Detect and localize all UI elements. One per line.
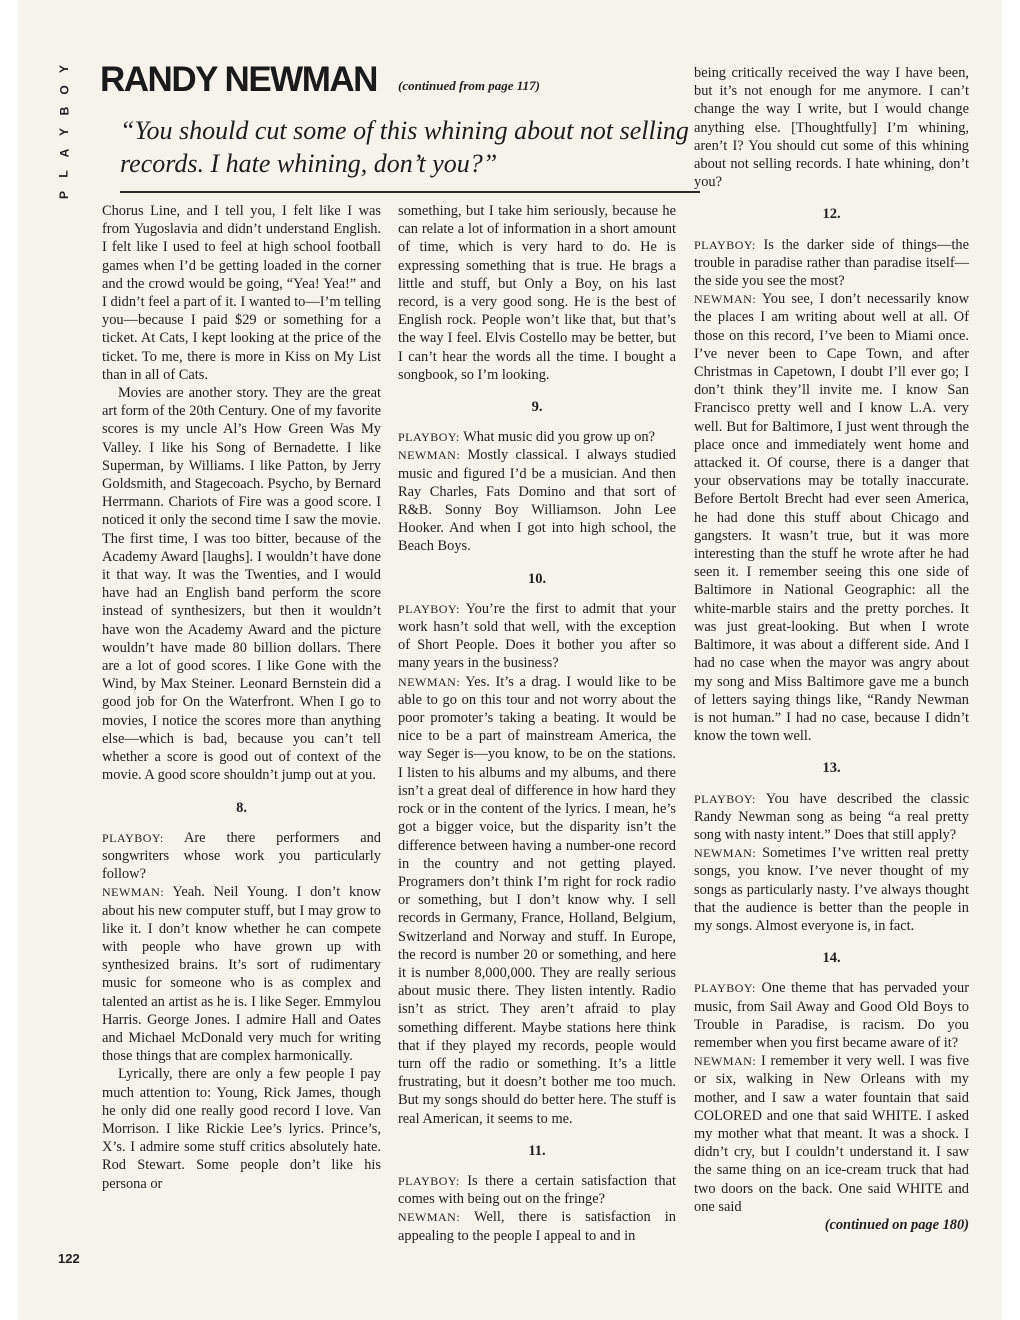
- question-text: One theme that has pervaded your music, from Sail Away and Good Old Boys to Trouble in Paradise, is racism. Do you remember when you first became aware of it?: [694, 980, 969, 1051]
- section-number: 11.: [528, 1142, 546, 1159]
- question: [694, 979, 969, 1052]
- answer-text: Well, there is satisfaction in appealing to the people I appeal to and in: [398, 1209, 676, 1244]
- speaker-label: PLAYBOY:: [398, 1173, 460, 1188]
- section-number: 9.: [531, 399, 543, 416]
- magazine-letter: Y: [57, 127, 72, 137]
- speaker-label: NEWMAN:: [102, 885, 165, 900]
- answer: [694, 844, 969, 935]
- speaker-label: NEWMAN:: [398, 674, 461, 689]
- question: [398, 600, 676, 673]
- magazine-letter: Y: [57, 64, 72, 74]
- continued-on-note: (continued on page 180): [824, 1216, 969, 1233]
- speaker-label: NEWMAN:: [398, 448, 461, 463]
- speaker-label: NEWMAN:: [398, 1210, 461, 1225]
- text-column-2: [398, 202, 676, 1245]
- magazine-page: [18, 0, 1002, 1320]
- question-text: You’re the first to admit that your work hasn’t sold that well, with the exception of Short People. Does it bother you after so many years in the business?: [398, 600, 676, 672]
- question-text: You have described the classic Randy Newman song as being “a real pretty song with nasty intent.” Does that still apply?: [694, 790, 969, 843]
- speaker-label: PLAYBOY:: [694, 791, 756, 806]
- pull-quote: “You should cut some of this whining about not selling records. I hate whining, don’t you?”: [120, 116, 689, 178]
- section-number: 12.: [822, 206, 841, 223]
- question-text: Are there performers and songwriters whose work you particularly follow?: [102, 829, 381, 883]
- answer: [694, 290, 969, 745]
- question: [694, 790, 969, 845]
- answer: [694, 1052, 969, 1216]
- answer-text: I remember it very well. I was five or six, walking in New Orleans with my mother, and I saw a water fountain that said COLORED and one that said WHITE. I asked my mother what that meant. It was a shock. I didn’t cry, but I couldn’t understand it. I saw the same thing on an ice-cream truck that had two doors on the back. One said WHITE and one said: [694, 1053, 969, 1215]
- question-text: Is the darker side of things—the trouble in paradise rather than paradise itself—the side you see the most?: [694, 236, 969, 290]
- answer: [102, 883, 381, 1065]
- answer: [398, 1208, 676, 1244]
- question-text: What music did you grow up on?: [463, 429, 655, 446]
- magazine-letter: O: [57, 85, 72, 95]
- paragraph: Movies are another story. They are the great art form of the 20th Century. One of my favorite scores is my uncle Al’s How Green Was My Valley. I like his Song of Bernadette. I like Superman, by Williams. I like Patton, by Jerry Goldsmith, and Stagecoach. Psycho, by Bernard Herrmann. Chariots of Fire was a good score. I noticed it only the second time I saw the movie. The first time, I was too bitter, because of the Academy Award [laughs]. I wouldn’t have done it that way. It was the Twenties, and I would have had an English band perform the score instead of synthesizers, but then it wouldn’t have won the Academy Award and the picture wouldn’t have made 80 billion dollars. There are a lot of good scores. I like Gone with the Wind, by Max Steiner. Leonard Bernstein did a good job for On the Waterfront. When I go to movies, I notice the scores more than anything else—which is bad, because you can’t tell whether a score is good out of context of the movie. A good score shouldn’t jump out at you.: [102, 385, 381, 784]
- article-title: RANDY NEWMAN: [100, 60, 377, 99]
- question-text: Is there a certain satisfaction that comes with being out on the fringe?: [398, 1172, 676, 1208]
- magazine-letter: A: [57, 148, 72, 158]
- text-column-3: [694, 64, 969, 1234]
- page-number: 122: [58, 1251, 80, 1266]
- question: [398, 428, 676, 446]
- question: [102, 829, 381, 884]
- question: [398, 1172, 676, 1208]
- speaker-label: PLAYBOY:: [694, 981, 756, 996]
- speaker-label: PLAYBOY:: [102, 830, 164, 845]
- magazine-letter: L: [56, 170, 71, 178]
- magazine-letter: P: [57, 190, 72, 200]
- answer-text: Yes. It’s a drag. I would like to be able to go on this tour and not worry about the poor promoter’s taking a beating. It would be nice to be a part of mainstream America, the way Seger is—you know, to be on the stations. I listen to his albums and my albums, and there isn’t a great deal of difference in how hard they rock or in the content of the lyrics. I mean, he’s got a bigger voice, but the disparity isn’t the difference between having a number-one record in the country and not getting played. Programers don’t think I’m right for rock radio or something, but I don’t know why. I sell records in Germany, France, Holland, Belgium, Switzerland and Norway and stuff. In Europe, the record is number 20 or something, and here it is number 8,000,000. They are really serious about music there. They listen intently. Radio isn’t as strict. They aren’t afraid to play something different. Maybe stations here think that if they played my records, people would turn off the radio or something. It’s a little frustrating, but it doesn’t bother me too much. But my songs should do better here. The stuff is real American, it seems to me.: [398, 673, 676, 1127]
- magazine-letter: B: [57, 106, 72, 116]
- speaker-label: NEWMAN:: [694, 1054, 757, 1069]
- paragraph: something, but I take him seriously, because he can relate a lot of information in a short amount of time, which is very hard to do. He is expressing something that is true. He brags a little and stuff, but Only a Boy, on his last record, is a very good song. He is the best of English rock. People won’t like that, but that’s the way I feel. Elvis Costello may be better, but I can’t hear the words all the time. I bought a songbook, so I’m looking.: [398, 203, 676, 383]
- section-number: 14.: [822, 950, 841, 967]
- continued-from-note: (continued from page 117): [398, 78, 540, 93]
- speaker-label: PLAYBOY:: [694, 237, 756, 252]
- answer-text: Mostly classical. I always studied music and figured I’d be a musician. And then Ray Charles, Fats Domino and that sort of R&B. Sonny Boy Williamson. John Lee Hooker. And when I got into high school, the Beach Boys.: [398, 447, 676, 555]
- answer-text: Yeah. Neil Young. I don’t know about his new computer stuff, but I may grow to like it. I don’t know whether he can compete with people who have grown up with synthesized brains. It’s sort of rudimentary music for someone who is as complex and talented an artist as he is. I like Seger. Emmylou Harris. George Jones. I admire Hall and Oates and Michael McDonald very much for writing those things that are complex harmonically.: [102, 884, 381, 1065]
- paragraph: being critically received the way I have been, but it’s not enough for me anymore. I can’t change the way I write, but I would change anything else. [Thoughtfully] I’m whining, aren’t I? You should cut some of this whining about not selling records. I hate whining, don’t you?: [694, 65, 969, 191]
- text-column-1: [102, 202, 381, 1193]
- section-number: 8.: [236, 799, 247, 816]
- speaker-label: PLAYBOY:: [398, 430, 460, 445]
- speaker-label: PLAYBOY:: [398, 601, 460, 616]
- answer: [398, 446, 676, 555]
- section-number: 10.: [527, 570, 547, 587]
- question: [694, 236, 969, 291]
- answer-text: You see, I don’t necessarily know the places I am writing about well at all. Of those on this record, I’ve been to Miami once. I’ve never been to Cape Town, and after Christmas in Capetown, I doubt I’ll ever go; I don’t think they’ll invite me. I know San Francisco pretty well and I know L.A. very well. But for Baltimore, I just went through the place once and immediately went home and attacked it. Of course, there is a danger that your observations may be totally inaccurate. Before Bertolt Brecht had ever seen America, he had done this stuff about Chicago and gangsters. It wasn’t true, but it was more interesting than the stuff he wrote after he had seen it. I remember seeing this one side of Baltimore in National Geographic: all the white-marble stairs and the pretty porches. It was just great-looking. But when I wrote Baltimore, it was about a different side. And I had no case when the mayor was angry about my song and Miss Baltimore gave me a bunch of letters saying things like, “Randy Newman is not human.” I had no case, because I didn’t know the town well.: [694, 291, 969, 745]
- paragraph: Chorus Line, and I tell you, I felt like I was from Yugoslavia and didn’t understand English. I felt like I used to feel at high school football games when I’d be getting loaded in the corner and the crowd would be going, “Yea! Yea!” and I didn’t feel a part of it. I wanted to—I’m telling you—because I paid $29 or something for a ticket. At Cats, I kept looking at the price of the ticket. To me, there is more in Kiss on My List than in all of Cats.: [102, 203, 381, 383]
- answer: [398, 673, 676, 1128]
- divider: [120, 191, 700, 193]
- answer-text: Sometimes I’ve written real pretty songs, you know. I’ve never thought of my songs as particularly nasty. I’ve always thought that the audience is better than the people in my songs. Almost everyone is, in fact.: [694, 845, 969, 934]
- speaker-label: NEWMAN:: [694, 846, 757, 861]
- speaker-label: NEWMAN:: [694, 292, 757, 307]
- paragraph: Lyrically, there are only a few people I pay much attention to: Young, Rick James, though he only did one really good record I love. Van Morrison. I like Rickie Lee’s lyrics. Prince’s, X’s. I admire some stuff critics absolutely hate. Rod Stewart. Some people don’t like his persona or: [102, 1066, 381, 1192]
- section-number: 13.: [822, 760, 841, 777]
- magazine-name-vertical: [56, 62, 82, 222]
